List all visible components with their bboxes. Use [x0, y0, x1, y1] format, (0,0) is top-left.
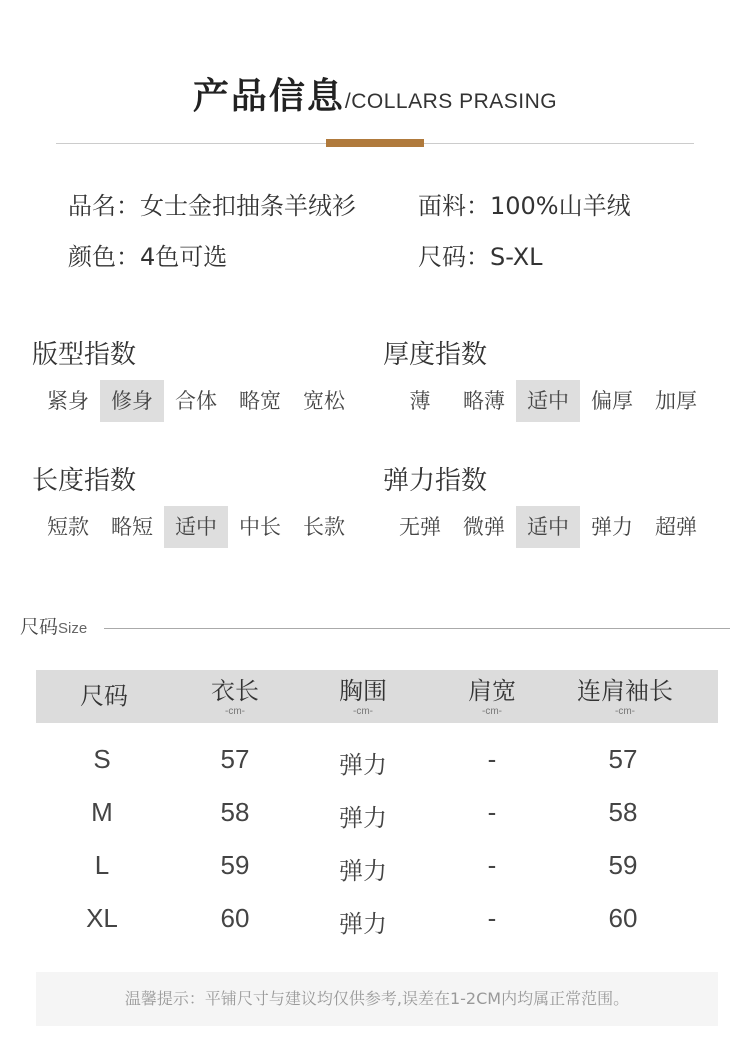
column-label: 胸围: [339, 677, 387, 705]
length-option: 短款: [47, 515, 89, 539]
thickness-option: 薄: [409, 389, 431, 413]
length-index-title: 长度指数: [32, 466, 137, 496]
thickness-index-options: [388, 380, 708, 422]
size-notice: 温馨提示：平铺尺寸与建议均仅供参考,误差在1-2CM内均属正常范围。: [36, 972, 718, 1026]
column-unit: -cm-: [482, 706, 502, 717]
column-header-sleeve: [560, 670, 690, 723]
page-subtitle: /COLLARS PRASING: [344, 90, 558, 113]
cell-chest: 弹力: [339, 857, 387, 885]
cell-shoulder: -: [487, 903, 497, 933]
column-label: 连肩袖长: [577, 677, 673, 705]
info-label: 颜色：: [68, 243, 140, 271]
thickness-option: 略薄: [463, 389, 505, 413]
column-label: 肩宽: [468, 677, 516, 705]
info-fabric: [418, 186, 631, 221]
elasticity-index-title: 弹力指数: [383, 466, 488, 496]
length-index-options: [36, 506, 356, 548]
thickness-option-selected: 适中: [516, 380, 580, 422]
cell-shoulder: -: [487, 850, 497, 880]
cell-chest: 弹力: [339, 751, 387, 779]
thickness-option: 加厚: [655, 389, 697, 413]
section-header: [0, 68, 750, 119]
elasticity-option-selected: 适中: [516, 506, 580, 548]
info-value: 女士金扣抽条羊绒衫: [140, 192, 356, 220]
length-option: 长款: [303, 515, 345, 539]
cell-length: 60: [220, 903, 250, 933]
fit-option: 宽松: [303, 389, 345, 413]
fit-option: 略宽: [239, 389, 281, 413]
size-heading-text: 尺码: [20, 616, 59, 638]
cell-length: 59: [220, 850, 250, 880]
length-option-selected: 适中: [164, 506, 228, 548]
cell-length: 57: [220, 744, 250, 774]
info-size: [418, 237, 543, 272]
fit-index-title: 版型指数: [32, 340, 137, 370]
elasticity-option: 无弹: [399, 515, 441, 539]
size-section-heading: [20, 612, 87, 639]
cell-sleeve: 59: [608, 850, 638, 880]
fit-option: 合体: [175, 389, 217, 413]
cell-sleeve: 60: [608, 903, 638, 933]
header-accent-bar: [326, 139, 424, 147]
cell-shoulder: -: [487, 744, 497, 774]
cell-size: L: [94, 850, 110, 880]
thickness-option: 偏厚: [591, 389, 633, 413]
info-label: 品名：: [68, 192, 140, 220]
length-option: 略短: [111, 515, 153, 539]
cell-size: M: [91, 797, 113, 827]
elasticity-option: 弹力: [591, 515, 633, 539]
cell-chest: 弹力: [339, 804, 387, 832]
column-header-shoulder: [442, 670, 542, 723]
column-header-length: [185, 670, 285, 723]
info-value: 4色可选: [140, 243, 228, 271]
cell-length: 58: [220, 797, 250, 827]
cell-chest: 弹力: [339, 910, 387, 938]
info-label: 尺码：: [418, 243, 490, 271]
fit-index-options: [36, 380, 356, 422]
column-label: 尺码: [80, 682, 128, 710]
info-label: 面料：: [418, 192, 490, 220]
page-title: 产品信息: [192, 76, 345, 117]
elasticity-option: 微弹: [463, 515, 505, 539]
length-option: 中长: [239, 515, 281, 539]
fit-option-selected: 修身: [100, 380, 164, 422]
cell-size: S: [93, 744, 111, 774]
size-divider: [104, 628, 730, 629]
column-unit: -cm-: [353, 706, 373, 717]
info-value: 100%山羊绒: [490, 192, 631, 220]
column-unit: -cm-: [615, 706, 635, 717]
elasticity-option: 超弹: [655, 515, 697, 539]
elasticity-index-options: [388, 506, 708, 548]
size-table-header: [36, 670, 718, 723]
cell-sleeve: 57: [608, 744, 638, 774]
column-header-size: [54, 670, 154, 723]
cell-size: XL: [86, 903, 118, 933]
column-unit: -cm-: [225, 706, 245, 717]
cell-shoulder: -: [487, 797, 497, 827]
thickness-index-title: 厚度指数: [383, 340, 488, 370]
column-header-chest: [313, 670, 413, 723]
info-color: [68, 237, 227, 272]
cell-sleeve: 58: [608, 797, 638, 827]
info-value: S-XL: [490, 243, 543, 271]
info-product-name: [68, 186, 356, 221]
column-label: 衣长: [211, 677, 259, 705]
size-heading-sub: Size: [58, 620, 88, 637]
fit-option: 紧身: [47, 389, 89, 413]
